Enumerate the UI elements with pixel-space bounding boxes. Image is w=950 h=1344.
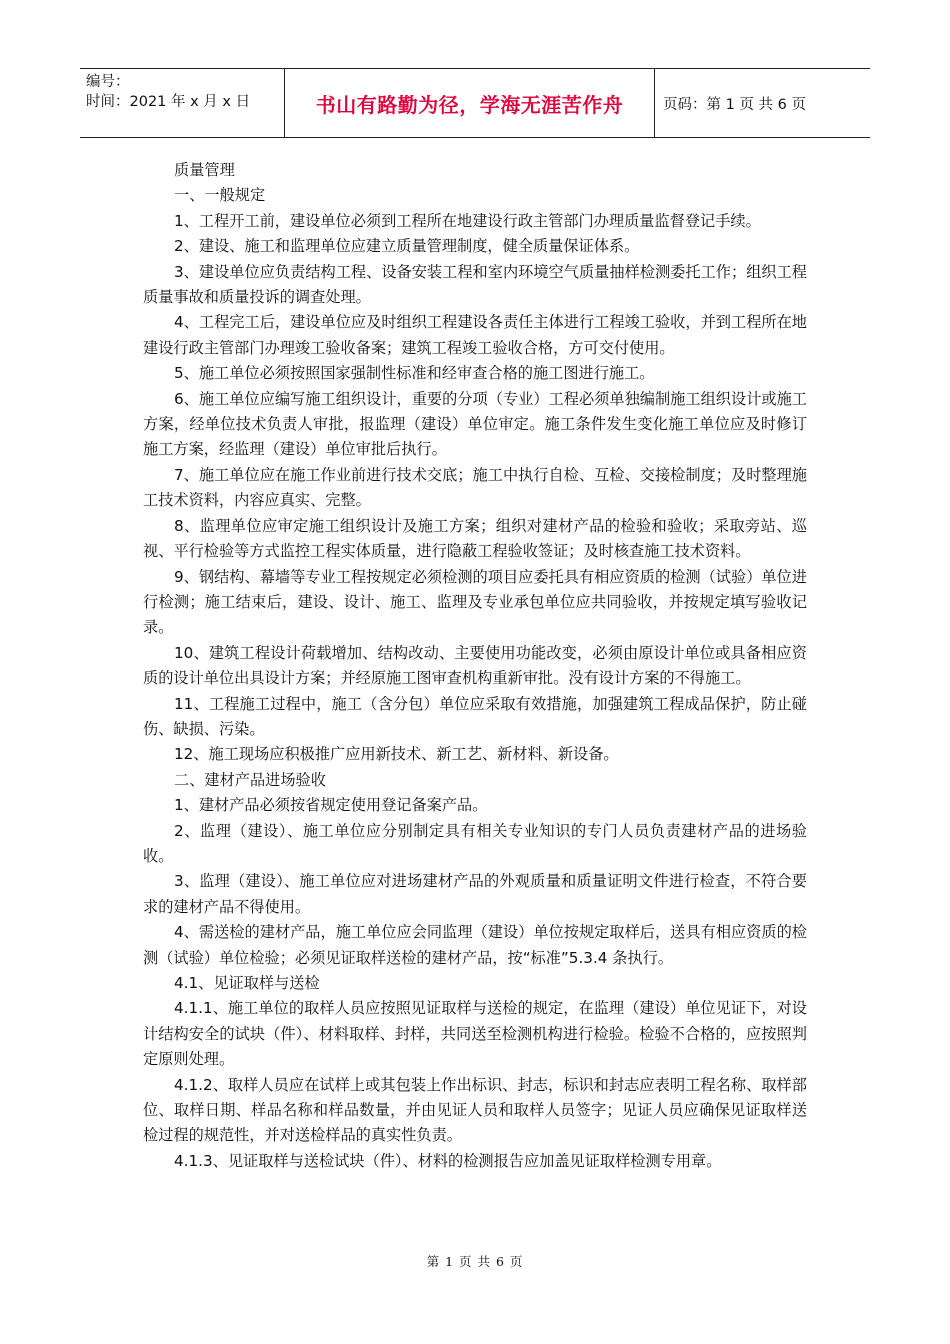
- document-body: [143, 158, 807, 1174]
- paragraph: 7、施工单位应在施工作业前进行技术交底；施工中执行自检、互检、交接检制度；及时整理施工技术资料，内容应真实、完整。: [143, 465, 807, 510]
- number-label: 编号：: [86, 74, 130, 90]
- paragraph: 4.1.3、见证取样与送检试块（件）、材料的检测报告应加盖见证取样检测专用章。: [174, 1151, 722, 1170]
- paragraph: 4、需送检的建材产品，施工单位应会同监理（建设）单位按规定取样后，送具有相应资质的检测（试验）单位检验；必须见证取样送检的建材产品，按“标准”5.3.4 条执行。: [143, 923, 807, 967]
- paragraph: 4.1.1、施工单位的取样人员应按照见证取样与送检的规定，在监理（建设）单位见证下，对设计结构安全的试块（件）、材料取样、封样，共同送至检测机构进行检验。检验不合格的，应按照判定原则处理。: [143, 999, 807, 1069]
- paragraph: 10、建筑工程设计荷载增加、结构改动、主要使用功能改变，必须由原设计单位或具备相应资质的设计单位出具设计方案；并经原施工图审查机构重新审批。没有设计方案的不得施工。: [143, 643, 807, 688]
- paragraph: 11、工程施工过程中，施工（含分包）单位应采取有效措施，加强建筑工程成品保护，防止碰伤、缺损、污染。: [143, 694, 807, 738]
- paragraph: 9、钢结构、幕墙等专业工程按规定必须检测的项目应委托具有相应资质的检测（试验）单位进行检测；施工结束后，建设、设计、施工、监理及专业承包单位应共同验收，并按规定填写验收记录。: [143, 567, 807, 637]
- paragraph: 12、施工现场应积极推广应用新技术、新工艺、新材料、新设备。: [174, 745, 619, 764]
- paragraph: 4、工程完工后，建设单位应及时组织工程建设各责任主体进行工程竣工验收，并到工程所在地建设行政主管部门办理竣工验收备案；建筑工程竣工验收合格，方可交付使用。: [143, 313, 807, 357]
- section-heading: 二、建材产品进场验收: [174, 770, 326, 789]
- paragraph: 2、监理（建设）、施工单位应分别制定具有相关专业知识的专门人员负责建材产品的进场验收。: [143, 821, 807, 865]
- subsection-heading: 4.1、见证取样与送检: [174, 974, 320, 992]
- header-page-info: 页码：第 1 页 共 6 页: [663, 96, 806, 113]
- paragraph: 1、建材产品必须按省规定使用登记备案产品。: [174, 796, 488, 815]
- date-label: 时间：2021 年 x 月 x 日: [86, 94, 251, 110]
- paragraph: 4.1.2、取样人员应在试样上或其包装上作出标识、封志，标识和封志应表明工程名称、取样部位、取样日期、样品名称和样品数量，并由见证人员和取样人员签字；见证人员应确保见证取样送检过程的规范性，并对送检样品的真实性负责。: [143, 1075, 807, 1145]
- paragraph: 6、施工单位应编写施工组织设计，重要的分项（专业）工程必须单独编制施工组织设计或施工方案，经单位技术负责人审批，报监理（建设）单位审定。施工条件发生变化施工单位应及时修订施工方案，经监理（建设）单位审批后执行。: [143, 389, 807, 459]
- section-heading: 一、一般规定: [174, 186, 266, 205]
- paragraph: 2、建设、施工和监理单位应建立质量管理制度，健全质量保证体系。: [174, 237, 640, 256]
- header-motto: 书山有路勤为径，学海无涯苦作舟: [285, 69, 655, 137]
- paragraph: 8、监理单位应审定施工组织设计及施工方案；组织对建材产品的检验和验收；采取旁站、巡视、平行检验等方式监控工程实体质量，进行隐蔽工程验收签证；及时核查施工技术资料。: [143, 516, 807, 561]
- section-title: 质量管理: [174, 161, 235, 179]
- paragraph: 5、施工单位必须按照国家强制性标准和经审查合格的施工图进行施工。: [174, 364, 655, 383]
- page-footer: 第 1 页 共 6 页: [426, 1254, 524, 1269]
- paragraph: 1、工程开工前，建设单位必须到工程所在地建设行政主管部门办理质量监督登记手续。: [174, 211, 761, 230]
- paragraph: 3、监理（建设）、施工单位应对进场建材产品的外观质量和质量证明文件进行检查，不符合要求的建材产品不得使用。: [143, 872, 807, 916]
- paragraph: 3、建设单位应负责结构工程、设备安装工程和室内环境空气质量抽样检测委托工作；组织工程质量事故和质量投诉的调查处理。: [143, 262, 807, 307]
- header-meta: [80, 69, 285, 137]
- document-header: [80, 68, 870, 138]
